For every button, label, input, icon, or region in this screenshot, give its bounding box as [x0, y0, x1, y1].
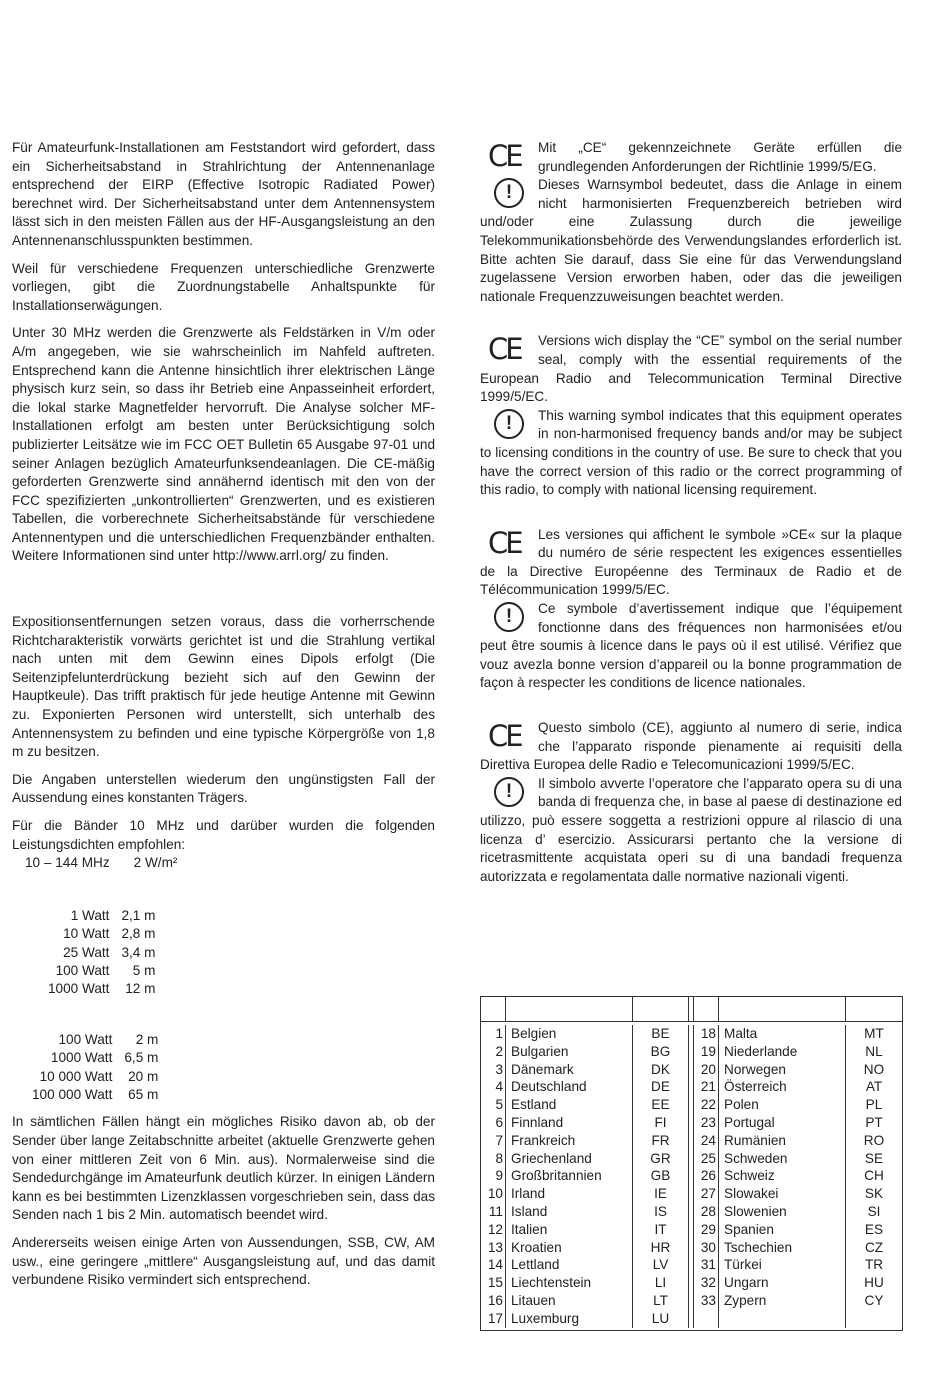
country-name: Luxemburg: [511, 1310, 580, 1326]
country-number: 16: [487, 1292, 503, 1308]
text-it-warn: Il simbolo avverte l’operatore che l’apparato opera su di una banda di frequenza che, in base al paese di destinazione ed utilizzo, può essere soggetta a restrizioni oppure al rilascio di una licenza d’ esercizio. Assicurarsi pertanto che la versione di ricetrasmittente acquistata operi su di una bandadi frequenza autorizzata e regolamentata dalle normative nazionali vigenti.: [480, 775, 902, 884]
country-number: 19: [700, 1043, 716, 1059]
country-name: Schweden: [724, 1150, 788, 1166]
paragraph-risk: In sämtlichen Fällen hängt ein mögliches Risiko davon ab, ob der Sender über lange Zeitabschnitte arbeitet (aktuelle Grenzwerte gehen von einer mittleren Zeit von 6 Min. aus). Normalerweise sind die Sendedurchgänge im Amateurfunk deutlich kürzer. In einigen Ländern kann es bei bestimmten Lizenzklassen vorgeschrieben sein, dass das Senden nach 1 bis 2 Min. automatisch beendet wird.: [12, 1114, 435, 1223]
country-code: PL: [865, 1097, 883, 1113]
distance-cell: 2,8 m: [121, 926, 156, 942]
declaration-fr: [480, 526, 902, 693]
distance-cell: 5 m: [132, 963, 156, 978]
country-code: AT: [865, 1079, 883, 1095]
distance-cell: 6,5 m: [124, 1050, 159, 1066]
country-code: FR: [651, 1132, 670, 1148]
country-number: 32: [700, 1275, 716, 1291]
country-name: Estland: [511, 1097, 557, 1113]
table-row: [32, 1049, 158, 1067]
country-number: 7: [495, 1132, 503, 1148]
country-name: Belgien: [511, 1026, 557, 1041]
distance-cell: 2 m: [135, 1031, 159, 1047]
text-en-ce: Versions wich display the “CE” symbol on the serial number seal, comply with the essential requirements of the European Radio and Telecommunication Terminal Directive 1999/5/EC.: [480, 333, 902, 405]
country-code: RO: [863, 1132, 885, 1148]
country-number: 21: [700, 1079, 716, 1095]
table-row: [48, 962, 155, 980]
country-code: GR: [650, 1150, 671, 1166]
country-name: Bulgarien: [511, 1043, 569, 1059]
band-density: 2 W/m²: [133, 855, 178, 871]
power-cell: 100 Watt: [55, 963, 110, 978]
country-number: 2: [495, 1043, 503, 1059]
table-row: [48, 907, 155, 925]
country-code: BG: [650, 1043, 671, 1059]
country-number: 5: [495, 1097, 503, 1113]
country-name: Slowenien: [724, 1203, 787, 1219]
country-name: Irland: [511, 1186, 546, 1202]
power-cell: 25 Watt: [63, 944, 110, 960]
country-code: IT: [654, 1221, 667, 1237]
country-number: 1: [495, 1026, 503, 1041]
country-number: 4: [495, 1079, 503, 1095]
ce-mark-icon: CE: [488, 525, 521, 560]
country-code: FI: [654, 1114, 667, 1130]
country-code: LI: [654, 1275, 667, 1291]
country-code: NL: [865, 1043, 883, 1059]
distance-cell: 3,4 m: [121, 944, 156, 960]
band-range: 10 – 144 MHz: [25, 855, 110, 871]
country-name: Rumänien: [724, 1132, 786, 1148]
country-name: Türkei: [724, 1257, 762, 1273]
country-name: Griechenland: [511, 1150, 592, 1166]
country-number: 10: [487, 1186, 503, 1202]
country-code: SE: [864, 1150, 884, 1166]
country-name: Litauen: [511, 1292, 556, 1308]
country-number: 30: [700, 1239, 716, 1255]
distance-cell: 20 m: [128, 1068, 159, 1084]
ce-mark-icon: CE: [488, 139, 521, 173]
country-number: 33: [700, 1292, 716, 1308]
country-code: NO: [863, 1061, 885, 1077]
country-table: [480, 996, 903, 1331]
country-name: Tschechien: [724, 1239, 793, 1255]
country-number: 8: [495, 1150, 503, 1166]
table-row: [48, 925, 155, 943]
country-name: Spanien: [724, 1221, 774, 1237]
warning-icon: !: [480, 176, 538, 212]
distance-cell: 12 m: [125, 981, 156, 997]
paragraph-bands: Für die Bänder 10 MHz und darüber wurden die folgenden Leistungsdichten empfohlen:: [12, 818, 435, 852]
text-de-warn: Dieses Warnsymbol bedeutet, dass die Anlage in einem nicht harmonisierten Frequenzbereich betrieben wird und/oder eine Zulassung durch die jeweilige Telekommunikationsbehörde des Verwendungslandes erforderlich ist. Bitte achten Sie darauf, dass Sie eine für das Verwendungsland zugelassene Version erworben haben, oder das die jeweiligen nationale Frequenzzuweisungen beachtet werden.: [480, 177, 902, 304]
paragraph-exposure-distances: Expositionsentfernungen setzen voraus, dass die vorherrschende Richtcharakteristik vorwärts gerichtet ist und die Strahlung vertikal nach unten mit dem Gewinn eines Dipols erfolgt (Die Seitenzipfelunterdrückung bezieht sich auf den Gewinn der Hauptkeule). Das trifft praktisch für jede heutige Antenne mit Gewinn zu. Exponierten Personen wird unterstellt, sich unterhalb des Antennensystem zu befinden und eine typische Körpergröße von 1,8 m zu besitzen.: [12, 614, 435, 760]
power-cell: 1 Watt: [70, 907, 110, 923]
country-code: BE: [651, 1026, 670, 1041]
country-name: Großbritannien: [511, 1168, 602, 1184]
power-cell: 100 Watt: [58, 1031, 113, 1047]
right-column: [480, 139, 902, 912]
country-number: 26: [700, 1168, 716, 1184]
country-code: HR: [650, 1239, 671, 1255]
country-name: Polen: [724, 1097, 759, 1113]
country-name: Portugal: [724, 1114, 775, 1130]
band-recommendation: [25, 854, 435, 873]
distance-table-1: [48, 907, 155, 999]
paragraph-below-30mhz: Unter 30 MHz werden die Grenzwerte als Feldstärken in V/m oder A/m angegeben, wie sie wahrscheinlich im Nahfeld auftreten. Entsprechend kann die Antenne hinsichtlich ihrer elektrischen Länge physisch kurz sein, so dass ihr Betrieb eine Anpasseinheit erfordert, die lokal starke Magnetfelder hervorruft. Die Analyse solcher MF-Installationen erfolgt am besten unter Berücksichtigung solch publizierter Leitsätze wie im FCC OET Bulletin 65 Ausgabe 97-01 und seiner Anlagen bezüglich Amateurfunksendeanlagen. Die CE-mäßig geforderten Grenzwerte sind annähernd identisch mit den von der FCC spezifizierten „unkontrollierten“ Grenzwerten, und es existieren Tabellen, die vorberechnete Sicherheitsabstände für verschiedene Antennentypen und die unterschiedlichen Frequenzbänder enthalten. Weitere Informationen sind unter http://www.arrl.org/ zu finden.: [12, 325, 435, 564]
country-code: TR: [864, 1257, 884, 1273]
country-number: 31: [700, 1257, 716, 1273]
country-code: DE: [651, 1079, 670, 1095]
text-fr-warn: Ce symbole d’avertissement indique que l’équipement fonctionne dans des fréquences non harmonisées et/ou peut être soumis à licence dans le pays où il est utilisé. Vérifiez que vouz avezla bonne version d’appareil ou la bonne programmation de façon à respecter les conditions de licence nationales.: [480, 601, 902, 691]
power-cell: 1000 Watt: [48, 981, 110, 997]
country-number: 13: [487, 1239, 503, 1255]
country-code: ES: [864, 1221, 884, 1237]
text-fr-ce: Les versiones qui affichent le symbole »CE« sur la plaque du numéro de série respectent les exigences essentielles de la Directive Européenne des Terminaux de Radio et de Télécommunication 1999/5/EC.: [480, 526, 902, 598]
country-name: Italien: [511, 1221, 548, 1237]
left-column: [12, 139, 435, 1299]
text-de-ce: Mit „CE“ gekennzeichnete Geräte erfüllen die grundlegenden Anforderungen der Richtlinie 1999/5/EG.: [538, 140, 902, 174]
country-number: 25: [700, 1150, 716, 1166]
country-code: IE: [654, 1186, 667, 1202]
country-name: Kroatien: [511, 1239, 562, 1255]
ce-mark-icon: CE: [488, 719, 521, 754]
country-name: Finnland: [511, 1114, 564, 1130]
country-name: Norwegen: [724, 1061, 786, 1077]
country-name: Liechtenstein: [511, 1275, 592, 1291]
distance-cell: 65 m: [128, 1087, 159, 1103]
country-number: 24: [700, 1132, 716, 1148]
warning-icon: !: [480, 775, 538, 811]
country-code: GB: [650, 1168, 671, 1184]
declaration-de: [480, 139, 902, 306]
country-number: 22: [700, 1097, 716, 1113]
country-code: IS: [654, 1203, 667, 1219]
country-code: SI: [867, 1203, 881, 1219]
country-name: Frankreich: [511, 1132, 576, 1148]
country-number: 12: [487, 1221, 503, 1237]
table-row: [32, 1031, 158, 1049]
country-code: LU: [651, 1310, 670, 1326]
country-number: 27: [700, 1186, 716, 1202]
power-cell: 1000 Watt: [50, 1050, 113, 1066]
country-name: Schweiz: [724, 1168, 775, 1184]
country-table-body: [481, 1022, 902, 1330]
country-name: Lettland: [511, 1257, 560, 1273]
text-en-warn: This warning symbol indicates that this equipment operates in non-harmonised frequency bands and/or may be subject to licensing conditions in the country of use. Be sure to check that you have the correct version of this radio or the correct programming of this radio, to comply with national licensing requirement.: [480, 407, 902, 498]
power-cell: 10 Watt: [63, 926, 110, 942]
country-code: CH: [864, 1168, 884, 1184]
country-number: 23: [700, 1114, 716, 1130]
country-number: 14: [487, 1257, 503, 1273]
country-name: Slowakei: [724, 1186, 779, 1202]
country-name: Zypern: [724, 1292, 767, 1308]
country-name: Island: [511, 1203, 548, 1219]
country-code: LV: [652, 1257, 669, 1273]
country-name: Malta: [724, 1026, 758, 1041]
country-code: EE: [651, 1097, 670, 1113]
country-code: DK: [651, 1061, 670, 1077]
country-name: Ungarn: [724, 1275, 769, 1291]
country-number: 11: [488, 1203, 503, 1219]
text-it-ce: Questo simbolo (CE), aggiunto al numero di serie, indica che l’apparato risponde pienamente ai requisiti della Direttiva Europea delle Radio e Telecomunicazioni 1999/5/EC.: [480, 720, 902, 773]
distance-table-2: [32, 1031, 158, 1105]
warning-icon: !: [480, 407, 538, 443]
country-code: HU: [864, 1275, 884, 1291]
country-table-header: [481, 997, 902, 1022]
table-row: [48, 944, 155, 962]
country-code: SK: [864, 1186, 884, 1202]
distance-cell: 2,1 m: [121, 907, 156, 923]
country-number: 3: [495, 1061, 503, 1077]
country-number: 15: [487, 1275, 503, 1291]
paragraph-worst-case: Die Angaben unterstellen wiederum den ungünstigsten Fall der Aussendung eines konstanten Trägers.: [12, 771, 435, 806]
country-number: 18: [700, 1026, 716, 1041]
paragraph-frequencies: Weil für verschiedene Frequenzen unterschiedliche Grenzwerte vorliegen, gibt die Zuordnungstabelle Anhaltspunkte für Installationserwägungen.: [12, 260, 435, 313]
declaration-it: [480, 719, 902, 886]
country-code: CY: [864, 1292, 884, 1308]
country-code: MT: [864, 1026, 884, 1041]
table-row: [32, 1068, 158, 1086]
ce-mark-icon: CE: [488, 332, 521, 367]
declaration-en: [480, 332, 902, 499]
country-name: Dänemark: [511, 1061, 574, 1077]
table-row: [48, 980, 155, 998]
country-code: LT: [653, 1292, 668, 1308]
country-number: 20: [700, 1061, 716, 1077]
table-row: [32, 1086, 158, 1104]
country-number: 17: [487, 1310, 503, 1326]
power-cell: 100 000 Watt: [32, 1087, 113, 1103]
country-name: Niederlande: [724, 1043, 798, 1059]
warning-icon: !: [480, 600, 538, 636]
country-number: 6: [495, 1114, 503, 1130]
country-number: 29: [700, 1221, 716, 1237]
country-number: 28: [700, 1203, 716, 1219]
paragraph-fixed-installations: Für Amateurfunk-Installationen am Feststandort wird gefordert, dass ein Sicherheitsabstand in Strahlrichtung der Antennenanlage entsprechend der EIRP (Effective Isotropic Radiated Power) berechnet wird. Der Sicherheitsabstand unter dem Antennensystem lässt sich in den meisten Fällen aus der HF-Ausgangsleistung an den Antennenanschlusspunkten bestimmen.: [12, 140, 435, 248]
power-cell: 10 000 Watt: [39, 1068, 113, 1084]
country-name: Deutschland: [511, 1079, 587, 1095]
country-number: 9: [495, 1168, 503, 1184]
country-code: CZ: [864, 1239, 884, 1255]
paragraph-ssb-cw: Andererseits weisen einige Arten von Aussendungen, SSB, CW, AM usw., eine geringere „mittlere“ Ausgangsleistung auf, und das damit verbundene Risiko vermindert sich entsprechend.: [12, 1235, 435, 1288]
country-name: Österreich: [724, 1079, 787, 1095]
country-code: PT: [865, 1114, 883, 1130]
